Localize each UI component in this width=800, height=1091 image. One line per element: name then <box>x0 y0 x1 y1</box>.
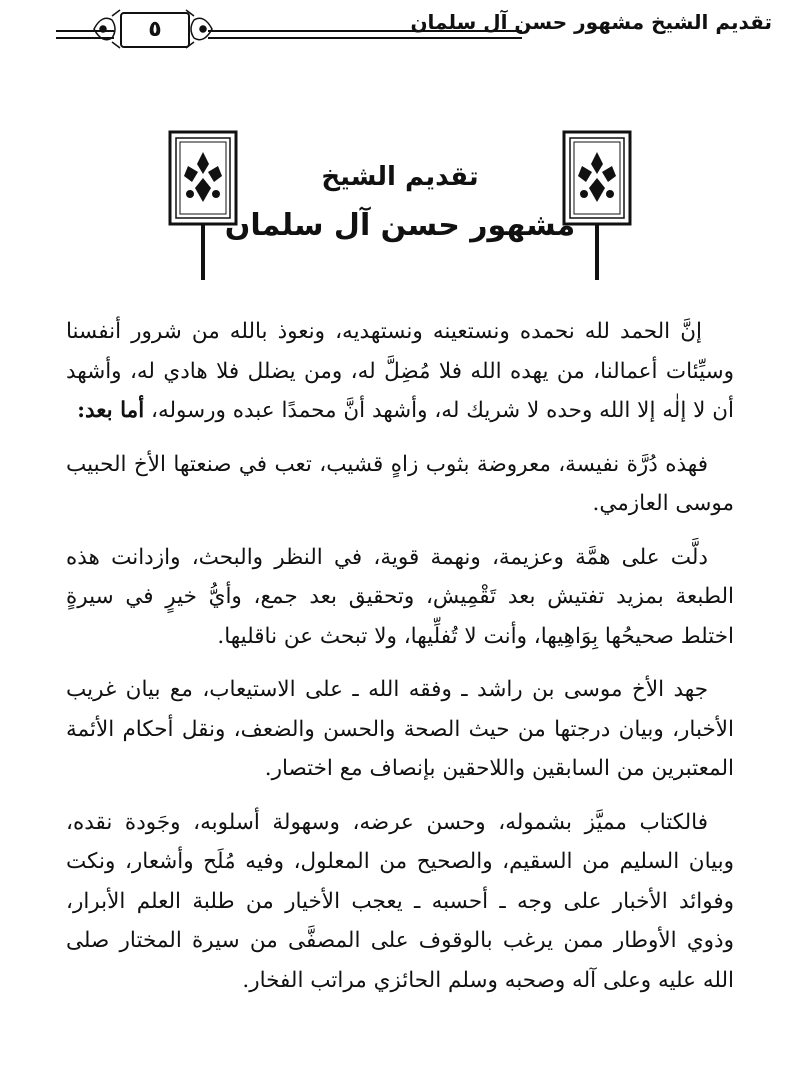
paragraph-4: جهد الأخ موسى بن راشد ـ وفقه الله ـ على الاستيعاب، مع بيان غريب الأخبار، وبيان درجتها من حيث الصحة والحسن والضعف، ونقل أحكام الأئمة المعتبرين من السابقين واللاحقين بإنصاف مع اختصار. <box>66 677 734 781</box>
chapter-title-line-1: تقديم الشيخ <box>321 162 479 192</box>
paragraph-1-bold-tail: أما بعد: <box>77 398 145 423</box>
paragraph-1 <box>66 312 734 431</box>
page-number-badge <box>88 8 218 50</box>
paragraph-5: فالكتاب مميَّز بشموله، وحسن عرضه، وسهولة أسلوبه، وجَودة نقده، وبيان السليم من السقيم، والصحيح من المعلول، وفيه مُلَح وأشعار، ونكت وفوائد الأخبار على وجه ـ أحسبه ـ يعجب الأخيار من طلبة العلم الأبرار، وذوي الأوطار ممن يرغب بالوقوف على المصفَّى من سيرة المختار صلى الله عليه وعلى آله وصحبه وسلم الحائزي مراتب الفخار. <box>66 809 735 993</box>
paragraph-1-text: إنَّ الحمد لله نحمده ونستعينه ونستهديه، ونعوذ بالله من شرور أنفسنا وسيِّئات أعمالنا، من يهده الله فلا مُضِلَّ له، ومن يضلل فلا هادي له، وأشهد أن لا إلٰه إلا الله وحده لا شريك له، وأشهد أنَّ محمدًا عبده ورسوله، <box>66 319 734 423</box>
floral-ornament-icon <box>562 130 632 280</box>
running-title: تقديم الشيخ مشهور حسن آل سلمان <box>410 10 772 34</box>
body-text <box>66 312 734 1014</box>
paragraph-3: دلَّت على همَّة وعزيمة، ونهمة قوية، في النظر والبحث، وازدانت هذه الطبعة بمزيد تفتيش بعد تَقْمِيش، وتحقيق بعد جمع، وأيُّ خيرٍ في سيرةٍ اختلط صحيحُها بِوَاهِيها، وأنت لا تُفلِّيها، ولا تبحث عن ناقليها. <box>66 544 734 649</box>
chapter-title-line-2: مشهور حسن آل سلمان <box>224 208 576 243</box>
floral-ornament-icon <box>168 130 238 280</box>
page-number: ٥ <box>120 12 190 48</box>
paragraph-2: فهذه دُرَّة نفيسة، معروضة بثوب زاهٍ قشيب، تعب في صنعتها الأخ الحبيب موسى العازمي. <box>66 451 734 516</box>
running-header <box>28 8 772 50</box>
chapter-title-block <box>150 120 650 280</box>
